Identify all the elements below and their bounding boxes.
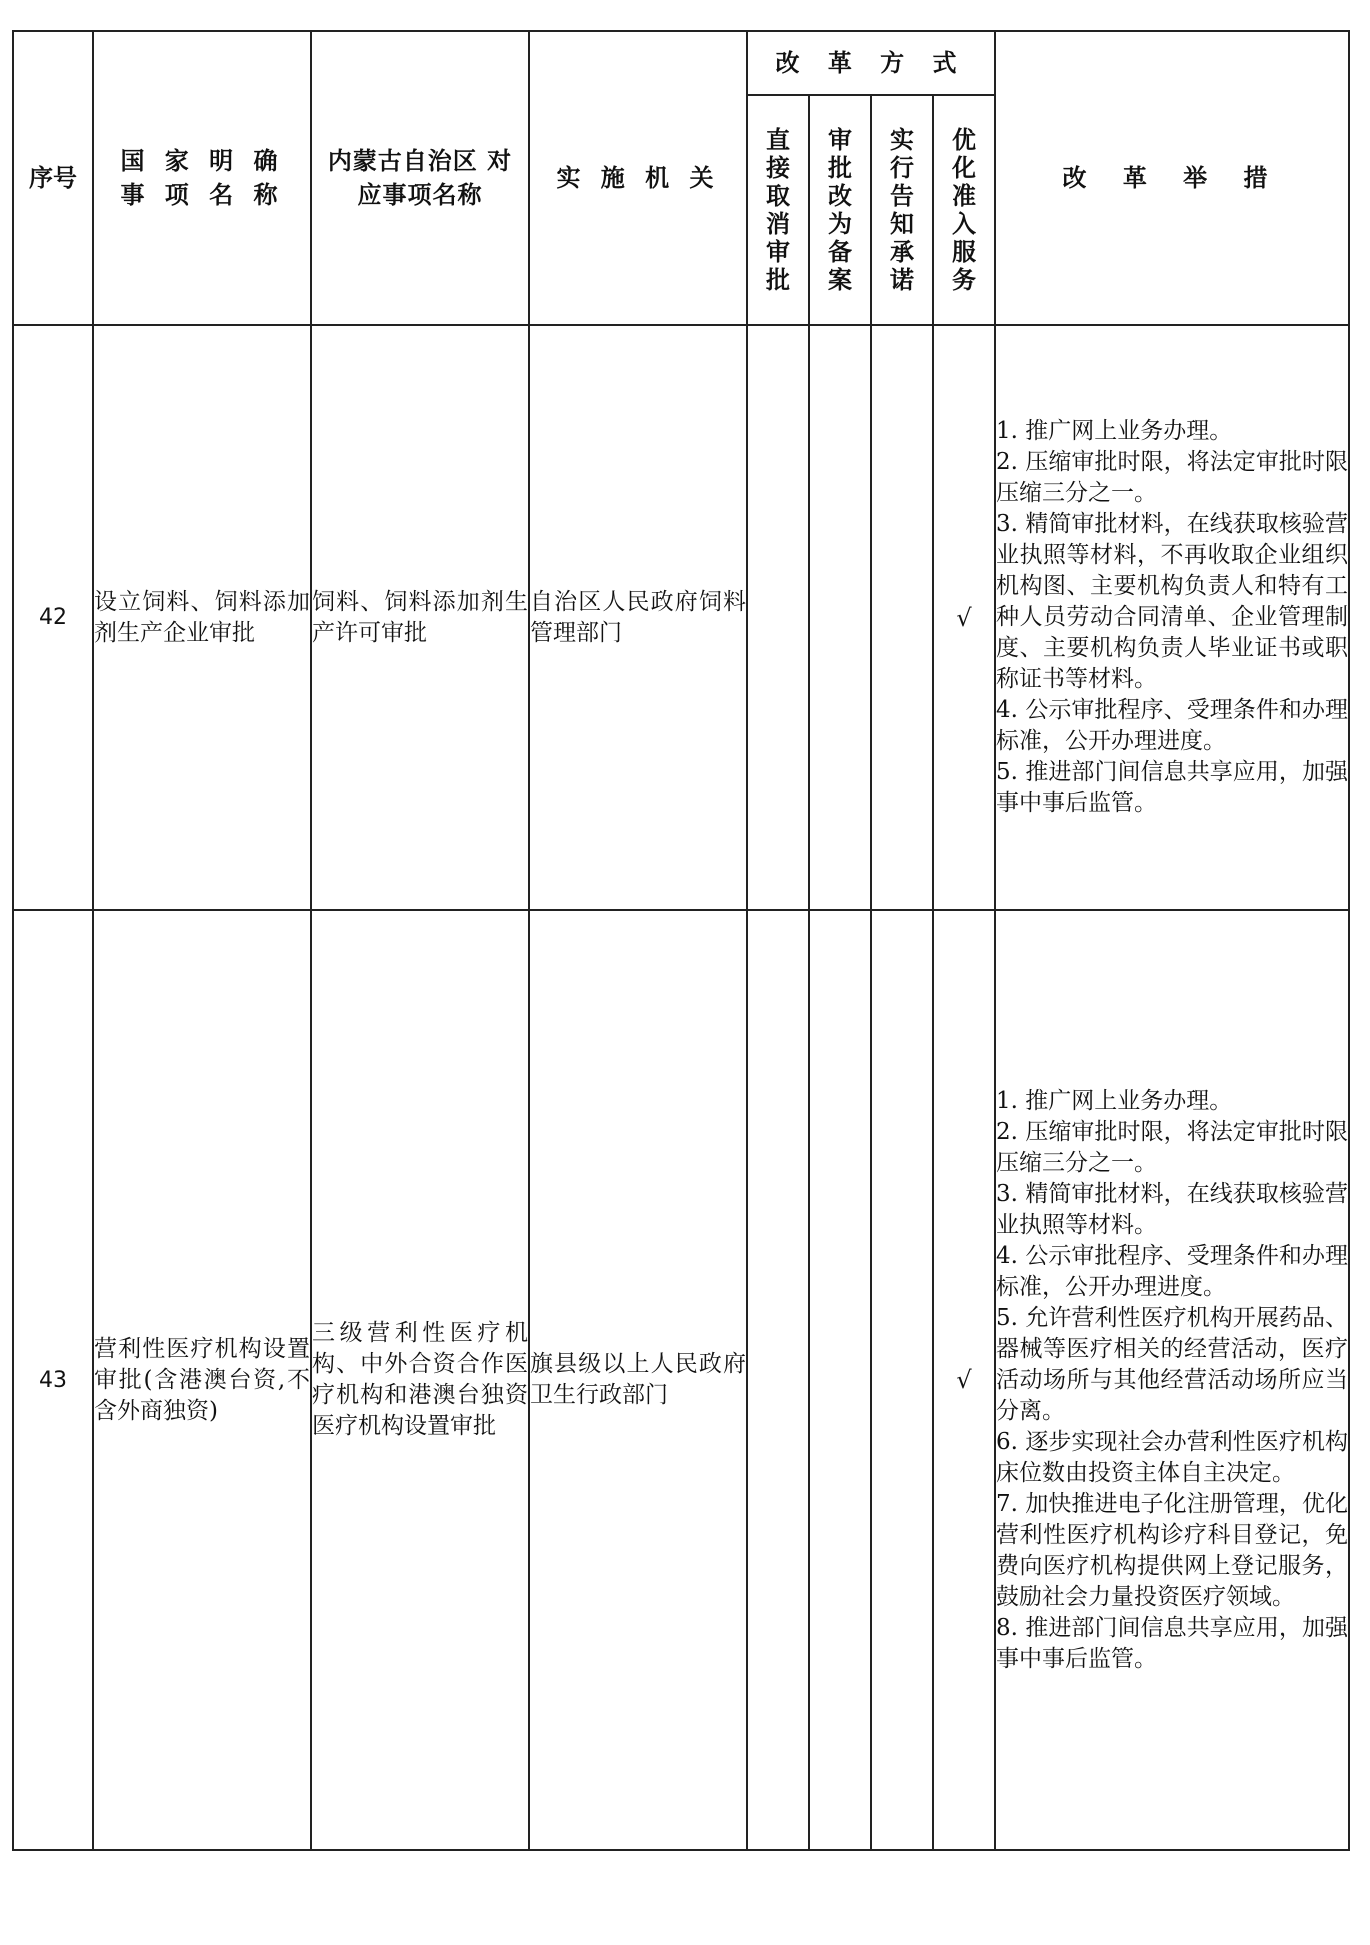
row-seq: 42 (13, 325, 93, 910)
measure-item: 1. 推广网上业务办理。 (996, 418, 1233, 444)
header-method-char: 准 (952, 181, 976, 210)
header-measures: 改 革 举 措 (995, 31, 1349, 325)
header-agency: 实 施 机 关 (529, 31, 747, 325)
header-method-char: 接 (766, 153, 790, 182)
row-agency: 旗县级以上人民政府卫生行政部门 (529, 910, 747, 1850)
header-national-item: 国 家 明 确 事 项 名 称 (93, 31, 311, 325)
measure-item: 8. 推进部门间信息共享应用，加强事中事后监管。 (996, 1614, 1349, 1672)
header-method-char: 承 (890, 237, 914, 266)
row-mark-optimize: √ (933, 325, 995, 910)
header-method-char: 审 (766, 237, 790, 266)
row-measures (995, 910, 1349, 1850)
header-method-optimize (933, 95, 995, 325)
measure-item: 7. 加快推进电子化注册管理，优化营利性医疗机构诊疗科目登记，免费向医疗机构提供网上登记服务，鼓励社会力量投资医疗领域。 (996, 1490, 1349, 1610)
measure-item: 6. 逐步实现社会办营利性医疗机构床位数由投资主体自主决定。 (996, 1428, 1349, 1486)
row-mark-cancel (747, 325, 809, 910)
measure-item: 3. 精简审批材料，在线获取核验营业执照等材料，不再收取企业组织机构图、主要机构负责人和特有工种人员劳动合同清单、企业管理制度、主要机构负责人毕业证书或职称证书等材料。 (996, 511, 1349, 692)
header-method-char: 批 (828, 153, 852, 182)
table-row (13, 325, 1349, 910)
header-method-char: 服 (952, 237, 976, 266)
row-measures (995, 325, 1349, 910)
header-method-char: 告 (890, 181, 914, 210)
header-method-char: 备 (828, 237, 852, 266)
header-method-char: 直 (766, 125, 790, 154)
header-method-char: 入 (952, 209, 976, 238)
row-mark-filing (809, 910, 871, 1850)
header-method-char: 知 (890, 209, 914, 238)
measure-item: 4. 公示审批程序、受理条件和办理标准，公开办理进度。 (996, 697, 1349, 754)
header-method-commitment (871, 95, 933, 325)
row-national-item: 设立饲料、饲料添加剂生产企业审批 (93, 325, 311, 910)
measure-item: 3. 精简审批材料，在线获取核验营业执照等材料。 (996, 1180, 1349, 1238)
table-row (13, 910, 1349, 1850)
measure-item: 5. 允许营利性医疗机构开展药品、器械等医疗相关的经营活动，医疗活动场所与其他经营活动场所应当分离。 (996, 1304, 1349, 1424)
row-national-item: 营利性医疗机构设置审批(含港澳台资,不含外商独资) (93, 910, 311, 1850)
measure-item: 2. 压缩审批时限，将法定审批时限压缩三分之一。 (996, 449, 1349, 506)
header-seq: 序号 (13, 31, 93, 325)
row-mark-cancel (747, 910, 809, 1850)
header-method-char: 实 (890, 125, 914, 154)
header-method-char: 消 (766, 209, 790, 238)
header-method-char: 化 (952, 153, 976, 182)
row-mark-commitment (871, 910, 933, 1850)
row-mark-filing (809, 325, 871, 910)
reform-table (12, 30, 1350, 1851)
header-method-cancel (747, 95, 809, 325)
measure-item: 1. 推广网上业务办理。 (996, 1087, 1233, 1114)
row-region-item: 饲料、饲料添加剂生产许可审批 (311, 325, 529, 910)
measure-item: 2. 压缩审批时限，将法定审批时限压缩三分之一。 (996, 1118, 1349, 1176)
measure-item: 4. 公示审批程序、受理条件和办理标准，公开办理进度。 (996, 1242, 1349, 1300)
row-agency: 自治区人民政府饲料管理部门 (529, 325, 747, 910)
header-method-char: 审 (828, 125, 852, 154)
header-method-char: 改 (828, 181, 852, 210)
header-row-top (13, 31, 1349, 95)
measure-item: 5. 推进部门间信息共享应用，加强事中事后监管。 (996, 759, 1349, 816)
row-seq: 43 (13, 910, 93, 1850)
header-method-char: 行 (890, 153, 914, 182)
row-mark-commitment (871, 325, 933, 910)
header-method-char: 诺 (890, 265, 914, 294)
row-region-item: 三级营利性医疗机构、中外合资合作医疗机构和港澳台独资医疗机构设置审批 (311, 910, 529, 1850)
header-method-char: 务 (952, 265, 976, 294)
header-method-char: 优 (952, 125, 976, 154)
header-reform-method: 改 革 方 式 (747, 31, 995, 95)
header-region-item: 内蒙古自治区 对应事项名称 (311, 31, 529, 325)
header-method-char: 为 (828, 209, 852, 238)
header-method-char: 批 (766, 265, 790, 294)
header-method-char: 案 (828, 265, 852, 294)
header-method-filing (809, 95, 871, 325)
header-method-char: 取 (766, 181, 790, 210)
row-mark-optimize: √ (933, 910, 995, 1850)
